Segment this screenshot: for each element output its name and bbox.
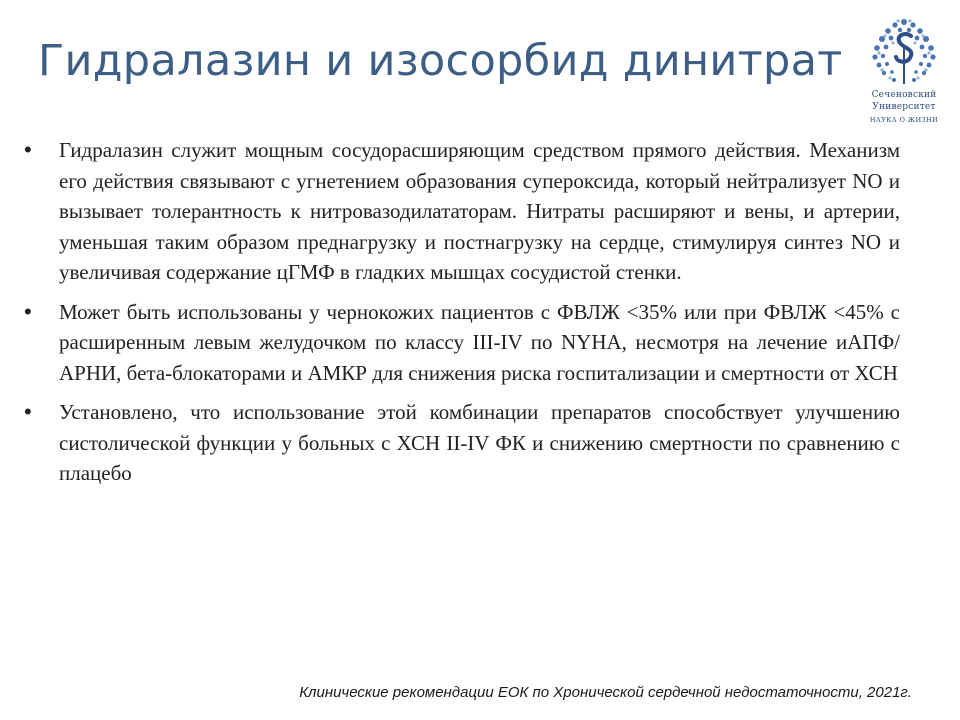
bullet-marker: • [24,298,32,324]
bullet-item [24,135,900,288]
bullet-marker: • [24,399,32,424]
source-footnote: Клинические рекомендации ЕОК по Хронической сердечной недостаточности, 2021г. [299,684,912,701]
bullet-item [24,397,900,489]
bullet-list [24,135,900,498]
bullet-item [24,297,900,389]
slide-title: Гидралазин и изосорбид динитрат [38,36,843,86]
bullet-text: Может быть использованы у чернокожих пациентов с ФВЛЖ <35% или при ФВЛЖ <45% с расширенным левым желудочком по классу III-IV по NYHA, несмотря на лечение иАПФ/АРНИ, бета-блокаторами и АМКР для снижения риска госпитализации и смертности от ХСН [59,299,900,385]
logo-tagline: НАУКА О ЖИЗНИ [869,116,939,124]
tree-logo-icon [862,12,946,88]
bullet-text: Установлено, что использование этой комбинации препаратов способствует улучшению систолической функции у больных с ХСН II-IV ФК и снижению смертности по сравнению с плацебо [59,400,900,485]
university-logo [858,12,950,128]
bullet-text: Гидралазин служит мощным сосудорасширяющим средством прямого действия. Механизм его действия связывают с угнетением образования супероксида, который нейтрализует NO и вызывает толерантность к нитровазодилататорам. Нитраты расширяют и вены, и артерии, уменьшая таким образом преднагрузку и постнагрузку на сердце, стимулируя синтез NO и увеличивая содержание цГМФ в гладких мышцах сосудистой стенки. [59,138,900,284]
logo-text-line1: Сеченовский [871,90,937,100]
bullet-marker: • [24,137,32,162]
logo-text-line2: Университет [872,102,936,112]
